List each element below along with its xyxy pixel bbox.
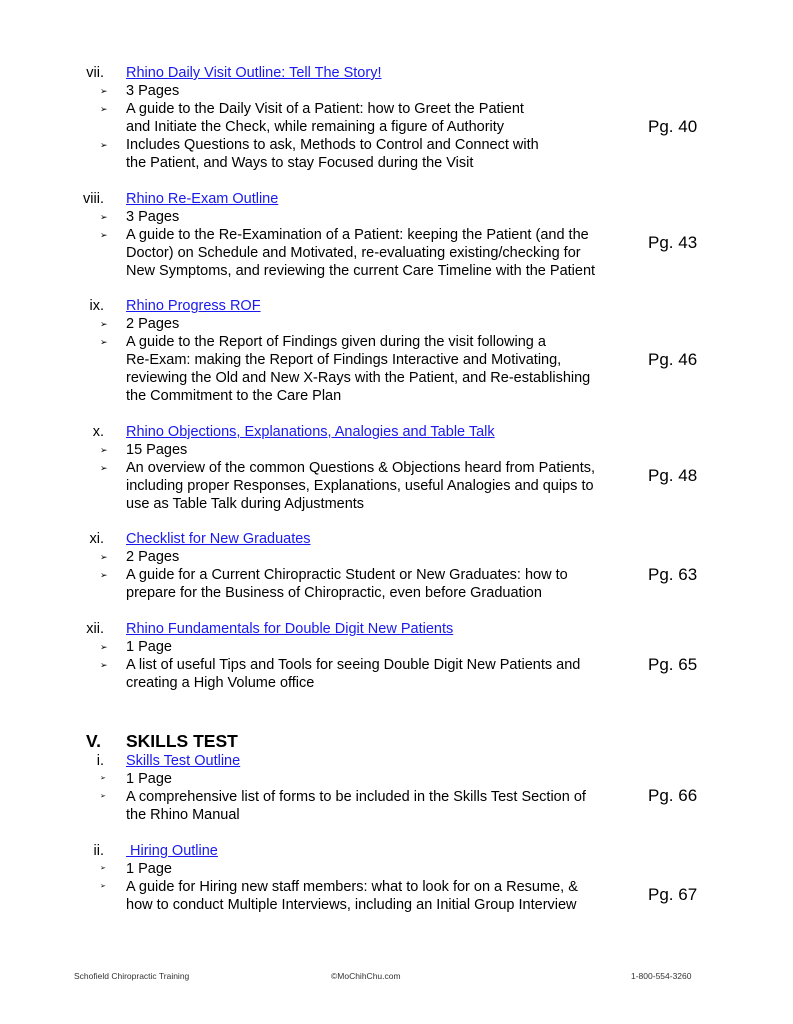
entry-numeral: vii. [86, 65, 104, 81]
description-line: how to conduct Multiple Interviews, including an Initial Group Interview [126, 897, 577, 913]
description-line: ➢ A guide for a Current Chiropractic Student or New Graduates: how to [100, 567, 568, 583]
entry-title-link[interactable]: Rhino Progress ROF [126, 298, 261, 314]
entry-title-link[interactable]: Hiring Outline [126, 843, 218, 859]
entry-numeral: ix. [89, 298, 104, 314]
description-line: ➢ A comprehensive list of forms to be included in the Skills Test Section of [100, 789, 586, 805]
entry-title-link[interactable]: Skills Test Outline [126, 753, 241, 769]
page-count: ➢ 1 Page [100, 771, 172, 787]
page-count: ➢ 15 Pages [100, 442, 188, 458]
arrowhead-bullet-icon: ➢ [100, 865, 106, 872]
footer-center: ©MoChihChu.com [331, 971, 401, 981]
description-line: ➢ Includes Questions to ask, Methods to Control and Connect with [100, 137, 539, 153]
entry-numeral: xii. [86, 621, 104, 637]
entry-numeral: ii. [93, 843, 104, 859]
page-reference: Pg. 66 [648, 786, 698, 805]
entry-title-link[interactable]: Rhino Daily Visit Outline: Tell The Story! [126, 65, 382, 81]
page-reference: Pg. 43 [648, 233, 698, 252]
page-count: ➢ 3 Pages [100, 209, 180, 225]
description-line: the Rhino Manual [126, 807, 240, 823]
description-line: Re-Exam: making the Report of Findings Interactive and Motivating, [126, 352, 562, 368]
description-line: creating a High Volume office [126, 675, 315, 691]
entry-title-link[interactable]: Checklist for New Graduates [126, 531, 311, 547]
arrowhead-bullet-icon: ➢ [100, 337, 108, 347]
arrowhead-bullet-icon: ➢ [100, 552, 108, 562]
arrowhead-bullet-icon: ➢ [100, 445, 108, 455]
section-title: SKILLS TEST [126, 731, 238, 751]
arrowhead-bullet-icon: ➢ [100, 230, 108, 240]
description-line: ➢ A guide to the Re-Examination of a Patient: keeping the Patient (and the [100, 227, 589, 243]
arrowhead-bullet-icon: ➢ [100, 140, 108, 150]
arrowhead-bullet-icon: ➢ [100, 660, 108, 670]
arrowhead-bullet-icon: ➢ [100, 570, 108, 580]
description-line: ➢ A list of useful Tips and Tools for seeing Double Digit New Patients and [100, 657, 581, 673]
page-count: ➢ 1 Page [100, 639, 172, 655]
entry-numeral: viii. [83, 191, 104, 207]
footer-right: 1-800-554-3260 [631, 971, 692, 981]
page-count: ➢ 2 Pages [100, 549, 180, 565]
arrowhead-bullet-icon: ➢ [100, 212, 108, 222]
footer-left: Schofield Chiropractic Training [74, 971, 190, 981]
arrowhead-bullet-icon: ➢ [100, 463, 108, 473]
arrowhead-bullet-icon: ➢ [100, 642, 108, 652]
page-count: ➢ 3 Pages [100, 83, 180, 99]
description-line: including proper Responses, Explanations, useful Analogies and quips to [126, 478, 594, 494]
arrowhead-bullet-icon: ➢ [100, 86, 108, 96]
description-line: ➢ A guide for Hiring new staff members: what to look for on a Resume, & [100, 879, 578, 895]
page-count: ➢ 2 Pages [100, 316, 180, 332]
description-line: New Symptoms, and reviewing the current Care Timeline with the Patient [126, 263, 596, 279]
entry-title-link[interactable]: Rhino Fundamentals for Double Digit New Patients [126, 621, 454, 637]
section-numeral: V. [86, 731, 101, 751]
arrowhead-bullet-icon: ➢ [100, 793, 106, 800]
description-line: ➢ A guide to the Report of Findings given during the visit following a [100, 334, 546, 350]
entry-numeral: xi. [89, 531, 104, 547]
page-count: ➢ 1 Page [100, 861, 172, 877]
page-reference: Pg. 63 [648, 565, 698, 584]
description-line: prepare for the Business of Chiropractic, even before Graduation [126, 585, 542, 601]
page-reference: Pg. 65 [648, 655, 698, 674]
arrowhead-bullet-icon: ➢ [100, 319, 108, 329]
arrowhead-bullet-icon: ➢ [100, 883, 106, 890]
page-reference: Pg. 67 [648, 885, 698, 904]
entry-title-link[interactable]: Rhino Re-Exam Outline [126, 191, 279, 207]
page-reference: Pg. 48 [648, 466, 698, 485]
entry-title-link[interactable]: Rhino Objections, Explanations, Analogies and Table Talk [126, 424, 495, 440]
description-line: Doctor) on Schedule and Motivated, re-evaluating existing/checking for [126, 245, 581, 261]
description-line: the Patient, and Ways to stay Focused during the Visit [126, 155, 474, 171]
description-line: ➢ A guide to the Daily Visit of a Patient: how to Greet the Patient [100, 101, 524, 117]
page-reference: Pg. 46 [648, 350, 698, 369]
description-line: reviewing the Old and New X-Rays with the Patient, and Re-establishing [126, 370, 591, 386]
description-line: use as Table Talk during Adjustments [126, 496, 365, 512]
entry-numeral: i. [96, 753, 104, 769]
arrowhead-bullet-icon: ➢ [100, 104, 108, 114]
arrowhead-bullet-icon: ➢ [100, 775, 106, 782]
entry-numeral: x. [92, 424, 104, 440]
description-line: ➢ An overview of the common Questions & Objections heard from Patients, [100, 460, 596, 476]
description-line: the Commitment to the Care Plan [126, 388, 342, 404]
page-reference: Pg. 40 [648, 117, 698, 136]
description-line: and Initiate the Check, while remaining a figure of Authority [126, 119, 505, 135]
